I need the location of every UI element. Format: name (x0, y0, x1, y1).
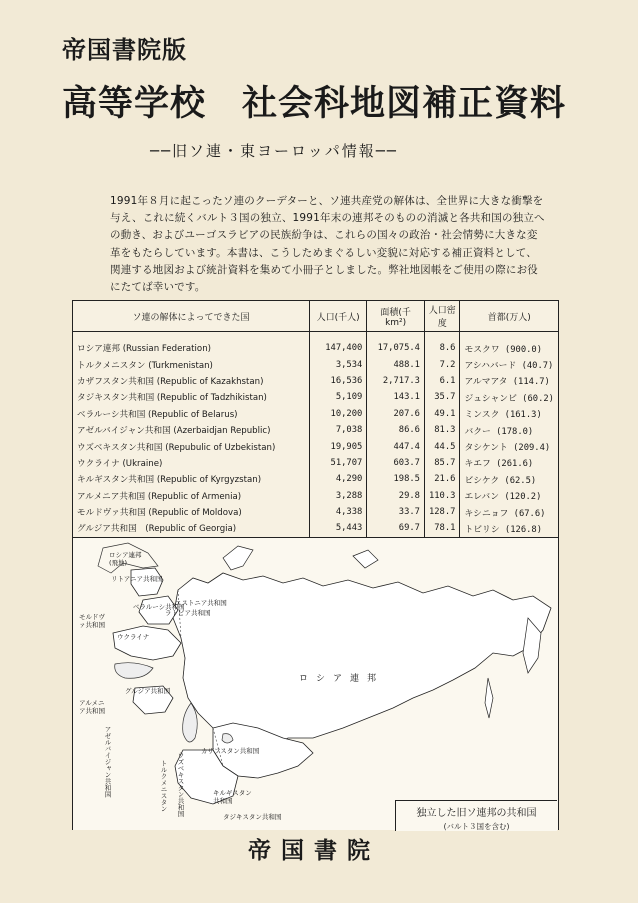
capital-value: バクー (178.0) (464, 426, 534, 437)
table-row (73, 332, 558, 357)
capital-value: アルマアタ (114.7) (464, 377, 550, 388)
former-ussr-map (73, 537, 558, 830)
table-row (73, 356, 558, 372)
density-value: 85.7 (424, 455, 459, 471)
map-label-russia: ロシア連邦 (299, 674, 385, 684)
population-value: 3,534 (309, 356, 366, 372)
column-header-capital: 首都(万人) (460, 301, 558, 332)
country-name: ベラルーシ共和国 (Republic of Belarus) (73, 406, 309, 422)
area-value: 33.7 (367, 504, 425, 520)
column-header-population: 人口(千人) (309, 301, 366, 332)
density-value: 110.3 (424, 488, 459, 504)
table-row (73, 438, 558, 454)
density-value: 44.5 (424, 438, 459, 454)
area-value: 69.7 (367, 520, 425, 542)
novaya-zemlya (223, 546, 253, 570)
capital-value: キエフ (261.6) (464, 459, 534, 470)
table-row (73, 471, 558, 487)
data-panel (72, 300, 559, 830)
map-label-kyrgyzstan: キルギスタン共和国 (213, 789, 252, 805)
area-value: 488.1 (367, 356, 425, 372)
map-caption-note: (バルト３国を含む) (443, 822, 510, 831)
population-value: 51,707 (309, 455, 366, 471)
map-label-georgia: グルジア共和国 (125, 687, 171, 695)
density-value: 8.6 (424, 332, 459, 357)
density-value: 7.2 (424, 356, 459, 372)
map-label-moldova: モルドヴァ共和国 (79, 613, 105, 629)
map-label-estonia: エストニア共和国 (175, 599, 227, 607)
column-header-country: ソ連の解体によってできた国 (73, 301, 309, 332)
publisher-footer: 帝国書院 (248, 838, 380, 864)
density-value: 128.7 (424, 504, 459, 520)
map-label-latvia: ラトビア共和国 (165, 609, 211, 617)
country-name: カザフスタン共和国 (Republic of Kazakhstan) (73, 373, 309, 389)
capital-value: トビリシ (126.8) (464, 524, 543, 535)
capital-value: ビシケク (62.5) (464, 475, 537, 486)
sakhalin-island (485, 678, 493, 718)
capital-value: タシケント (209.4) (464, 443, 551, 454)
map-label-ukraine: ウクライナ (117, 633, 150, 641)
density-value: 6.1 (424, 373, 459, 389)
country-name: ロシア連邦 (Russian Federation) (73, 332, 309, 357)
map-label-uzbekistan: ウズベキスタン共和国 (176, 752, 185, 817)
table-row (73, 504, 558, 520)
ukraine-shape (113, 626, 181, 660)
density-value: 49.1 (424, 406, 459, 422)
russia-landmass (173, 573, 551, 748)
map-label-tajikistan: タジキスタン共和国 (223, 813, 282, 821)
country-name: タジキスタン共和国 (Republic of Tadzhikistan) (73, 389, 309, 405)
country-name: ウズベキスタン共和国 (Repubulic of Uzbekistan) (73, 438, 309, 454)
area-value: 2,717.3 (367, 373, 425, 389)
density-value: 81.3 (424, 422, 459, 438)
intro-line: の動き、およびユーゴスラビアの民族紛争は、これらの国々の政治・社会情勢に大きな変 (110, 229, 538, 242)
intro-paragraph (110, 193, 570, 296)
capital-value: モスクワ (900.0) (464, 344, 543, 355)
country-name: グルジア共和国 (Republic of Georgia) (73, 520, 309, 542)
map-caption-title: 独立した旧ソ連邦の共和国 (416, 808, 537, 819)
table-row (73, 422, 558, 438)
black-sea (115, 663, 153, 679)
country-name: キルギスタン共和国 (Republic of Kyrgyzstan) (73, 471, 309, 487)
column-header-area: 面積(千km²) (367, 301, 425, 332)
population-value: 147,400 (309, 332, 366, 357)
country-name: トルクメニスタン (Turkmenistan) (73, 356, 309, 372)
capital-value: エレバン (120.2) (464, 492, 542, 503)
intro-line: 革をもたらしています。本書は、こうしためまぐるしい変貌に対応する補正資料として、 (110, 246, 537, 259)
page-subtitle: ──旧ソ連・東ヨーロッパ情報── (150, 142, 398, 160)
publisher-edition: 帝国書院版 (62, 35, 187, 64)
map-label-lithuania: リトアニア共和国 (111, 575, 163, 583)
population-value: 4,338 (309, 504, 366, 520)
area-value: 86.6 (367, 422, 425, 438)
map-label-azerbaijan: アゼルバイジャン共和国 (103, 726, 112, 798)
intro-line: 関連する地図および統計資料を集めて小冊子としました。弊社地図帳をご使用の際にお役 (110, 263, 538, 276)
table-row (73, 373, 558, 389)
density-value: 21.6 (424, 471, 459, 487)
country-name: ウクライナ (Ukraine) (73, 455, 309, 471)
intro-line: 1991年８月に起こったソ連のクーデターと、ソ連共産党の解体は、全世界に大きな衝撃を (110, 195, 544, 207)
population-value: 16,536 (309, 373, 366, 389)
column-header-density: 人口密度 (424, 301, 459, 332)
intro-line: 与え、これに続くバルト３国の独立、1991年末の連邦そのものの消滅と各共和国の独立へ (110, 212, 545, 225)
country-name: モルドヴァ共和国 (Republic of Moldova) (73, 504, 309, 520)
population-value: 10,200 (309, 406, 366, 422)
map-label-armenia: アルメニア共和国 (79, 699, 105, 715)
population-value: 19,905 (309, 438, 366, 454)
area-value: 143.1 (367, 389, 425, 405)
republics-table (73, 301, 558, 543)
map-caption (395, 800, 557, 831)
capital-value: キシニョフ (67.6) (464, 508, 546, 519)
area-value: 603.7 (367, 455, 425, 471)
area-value: 447.4 (367, 438, 425, 454)
population-value: 5,109 (309, 389, 366, 405)
map-label-kazakhstan: カザフスタン共和国 (201, 747, 260, 755)
capital-value: ミンスク (161.3) (464, 410, 542, 421)
table-row (73, 389, 558, 405)
map-label-belarus: ベラルーシ共和国 (133, 603, 185, 611)
capital-value: ジュシャンビ (60.2) (464, 393, 554, 404)
severnaya-zemlya (353, 550, 378, 568)
table-row (73, 406, 558, 422)
table-row (73, 488, 558, 504)
population-value: 7,038 (309, 422, 366, 438)
country-name: アゼルバイジャン共和国 (Azerbaidjan Republic) (73, 422, 309, 438)
intro-line: にたてば幸いです。 (110, 281, 206, 294)
population-value: 5,443 (309, 520, 366, 542)
country-name: アルメニア共和国 (Republic of Armenia) (73, 488, 309, 504)
capital-value: アシハバード (40.7) (464, 361, 554, 372)
density-value: 35.7 (424, 389, 459, 405)
table-row (73, 455, 558, 471)
map-label-turkmenistan: トルクメニスタン (159, 760, 168, 812)
area-value: 17,075.4 (367, 332, 425, 357)
density-value: 78.1 (424, 520, 459, 542)
page-title: 高等学校 社会科地図補正資料 (62, 84, 567, 124)
area-value: 198.5 (367, 471, 425, 487)
population-value: 4,290 (309, 471, 366, 487)
map-label-russia-exclave: ロシア連邦(飛地) (109, 551, 142, 567)
area-value: 207.6 (367, 406, 425, 422)
population-value: 3,288 (309, 488, 366, 504)
table-header-row (73, 301, 558, 332)
area-value: 29.8 (367, 488, 425, 504)
